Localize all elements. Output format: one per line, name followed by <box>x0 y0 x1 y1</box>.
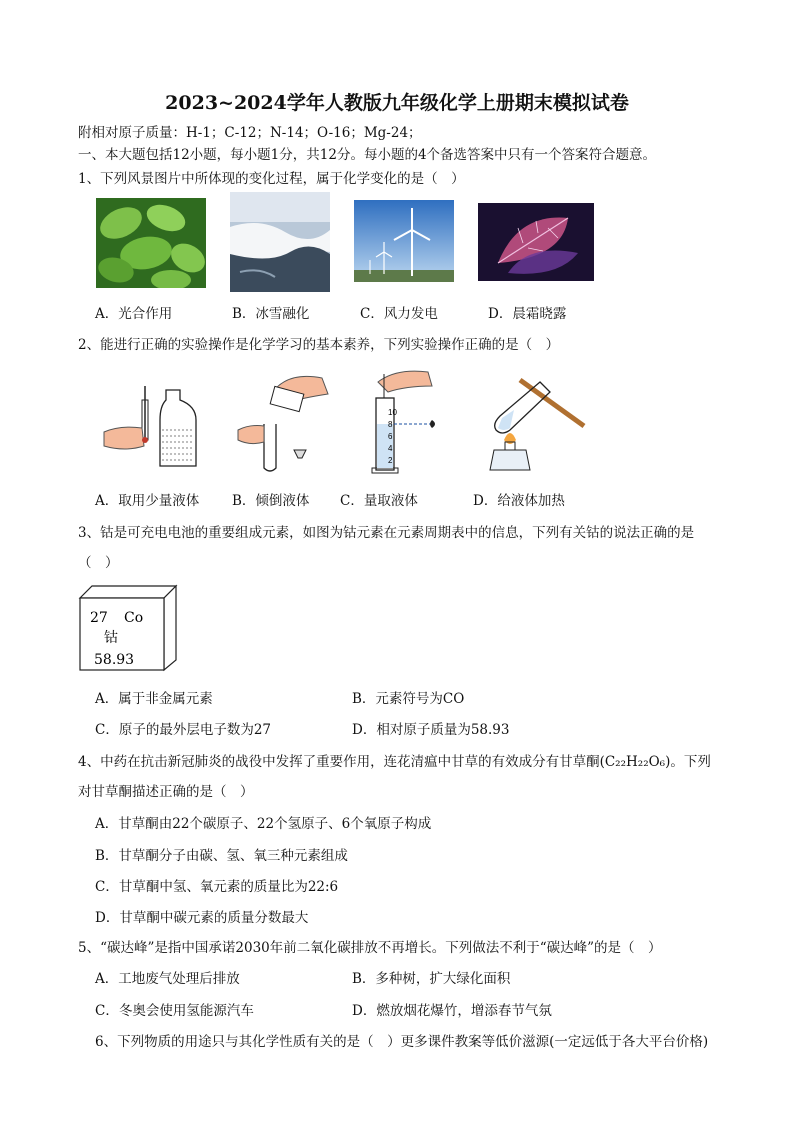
q2-option-c[interactable]: C．量取液体 <box>340 493 418 509</box>
question-2-stem: 2、能进行正确的实验操作是化学学习的基本素养，下列实验操作正确的是（ ） <box>78 337 560 353</box>
q1-option-c[interactable]: C．风力发电 <box>360 306 438 322</box>
q3-option-d[interactable]: D．相对原子质量为58.93 <box>352 722 510 738</box>
q3-option-c[interactable]: C．原子的最外层电子数为27 <box>95 722 272 738</box>
graduated-cylinder-diagram <box>366 364 446 476</box>
element-symbol: Co <box>124 610 144 626</box>
paper-title: 2023~2024学年人教版九年级化学上册期末模拟试卷 <box>165 92 629 114</box>
cylinder-mark-4: 4 <box>388 444 393 453</box>
q5-option-d[interactable]: D．燃放烟花爆竹，增添春节气氛 <box>352 1003 552 1019</box>
cylinder-mark-2: 2 <box>388 456 393 465</box>
question-3-stem: 3、钴是可充电电池的重要组成元素，如图为钴元素在元素周期表中的信息，下列有关钴的说法正确的是 <box>78 525 695 541</box>
q3-option-a[interactable]: A．属于非金属元素 <box>95 691 213 707</box>
q4-option-b[interactable]: B．甘草酮分子由碳、氢、氧三种元素组成 <box>95 848 348 864</box>
cylinder-mark-6: 6 <box>388 432 393 441</box>
q5-option-b[interactable]: B．多种树，扩大绿化面积 <box>352 971 511 987</box>
ice-melting-image <box>230 192 330 292</box>
photosynthesis-image <box>96 198 206 288</box>
q2-option-a[interactable]: A．取用少量液体 <box>95 493 200 509</box>
q2-option-d[interactable]: D．给液体加热 <box>473 493 565 509</box>
q1-option-a[interactable]: A．光合作用 <box>95 306 173 322</box>
pouring-liquid-diagram <box>232 368 332 476</box>
q4-option-c[interactable]: C．甘草酮中氢、氧元素的质量比为22:6 <box>95 879 339 895</box>
element-name: 钴 <box>104 630 118 646</box>
q2-option-b[interactable]: B．倾倒液体 <box>232 493 310 509</box>
wind-power-image <box>354 200 454 282</box>
element-number: 27 <box>90 610 108 626</box>
atomic-masses: 附相对原子质量：H-1；C-12；N-14；O-16；Mg-24； <box>78 125 422 141</box>
question-6-stem: 6、下列物质的用途只与其化学性质有关的是（ ）更多课件教案等低价滋源(一定远低于各大平台价格) <box>95 1034 709 1050</box>
question-1-stem: 1、下列风景图片中所体现的变化过程，属于化学变化的是（ ） <box>78 171 465 187</box>
q5-option-c[interactable]: C．冬奥会使用氢能源汽车 <box>95 1003 254 1019</box>
cobalt-element-card <box>78 584 178 672</box>
cylinder-mark-10: 10 <box>388 408 397 417</box>
question-4-stem-cont: 对甘草酮描述正确的是（ ） <box>78 784 254 800</box>
cylinder-mark-8: 8 <box>388 420 393 429</box>
q3-option-b[interactable]: B．元素符号为CO <box>352 691 465 707</box>
frost-leaf-image <box>478 203 594 281</box>
question-3-stem-cont: （ ） <box>78 555 119 571</box>
q4-option-a[interactable]: A．甘草酮由22个碳原子、22个氢原子、6个氧原子构成 <box>95 816 432 832</box>
q1-option-d[interactable]: D．晨霜晓露 <box>488 306 567 322</box>
section-1-instructions: 一、本大题包括12小题，每小题1分，共12分。每小题的4个备选答案中只有一个答案符合题意。 <box>78 147 657 163</box>
q1-option-b[interactable]: B．冰雪融化 <box>232 306 310 322</box>
heating-liquid-diagram <box>480 370 590 474</box>
q5-option-a[interactable]: A．工地废气处理后排放 <box>95 971 240 987</box>
q4-option-d[interactable]: D．甘草酮中碳元素的质量分数最大 <box>95 910 309 926</box>
dropper-bottle-diagram <box>100 380 204 476</box>
question-5-stem: 5、“碳达峰”是指中国承诺2030年前二氧化碳排放不再增长。下列做法不利于“碳达峰”的是（ ） <box>78 940 662 956</box>
element-mass: 58.93 <box>94 652 135 668</box>
question-4-stem: 4、中药在抗击新冠肺炎的战役中发挥了重要作用，连花清瘟中甘草的有效成分有甘草酮(C₂₂H₂₂O₆)。下列 <box>78 754 711 770</box>
